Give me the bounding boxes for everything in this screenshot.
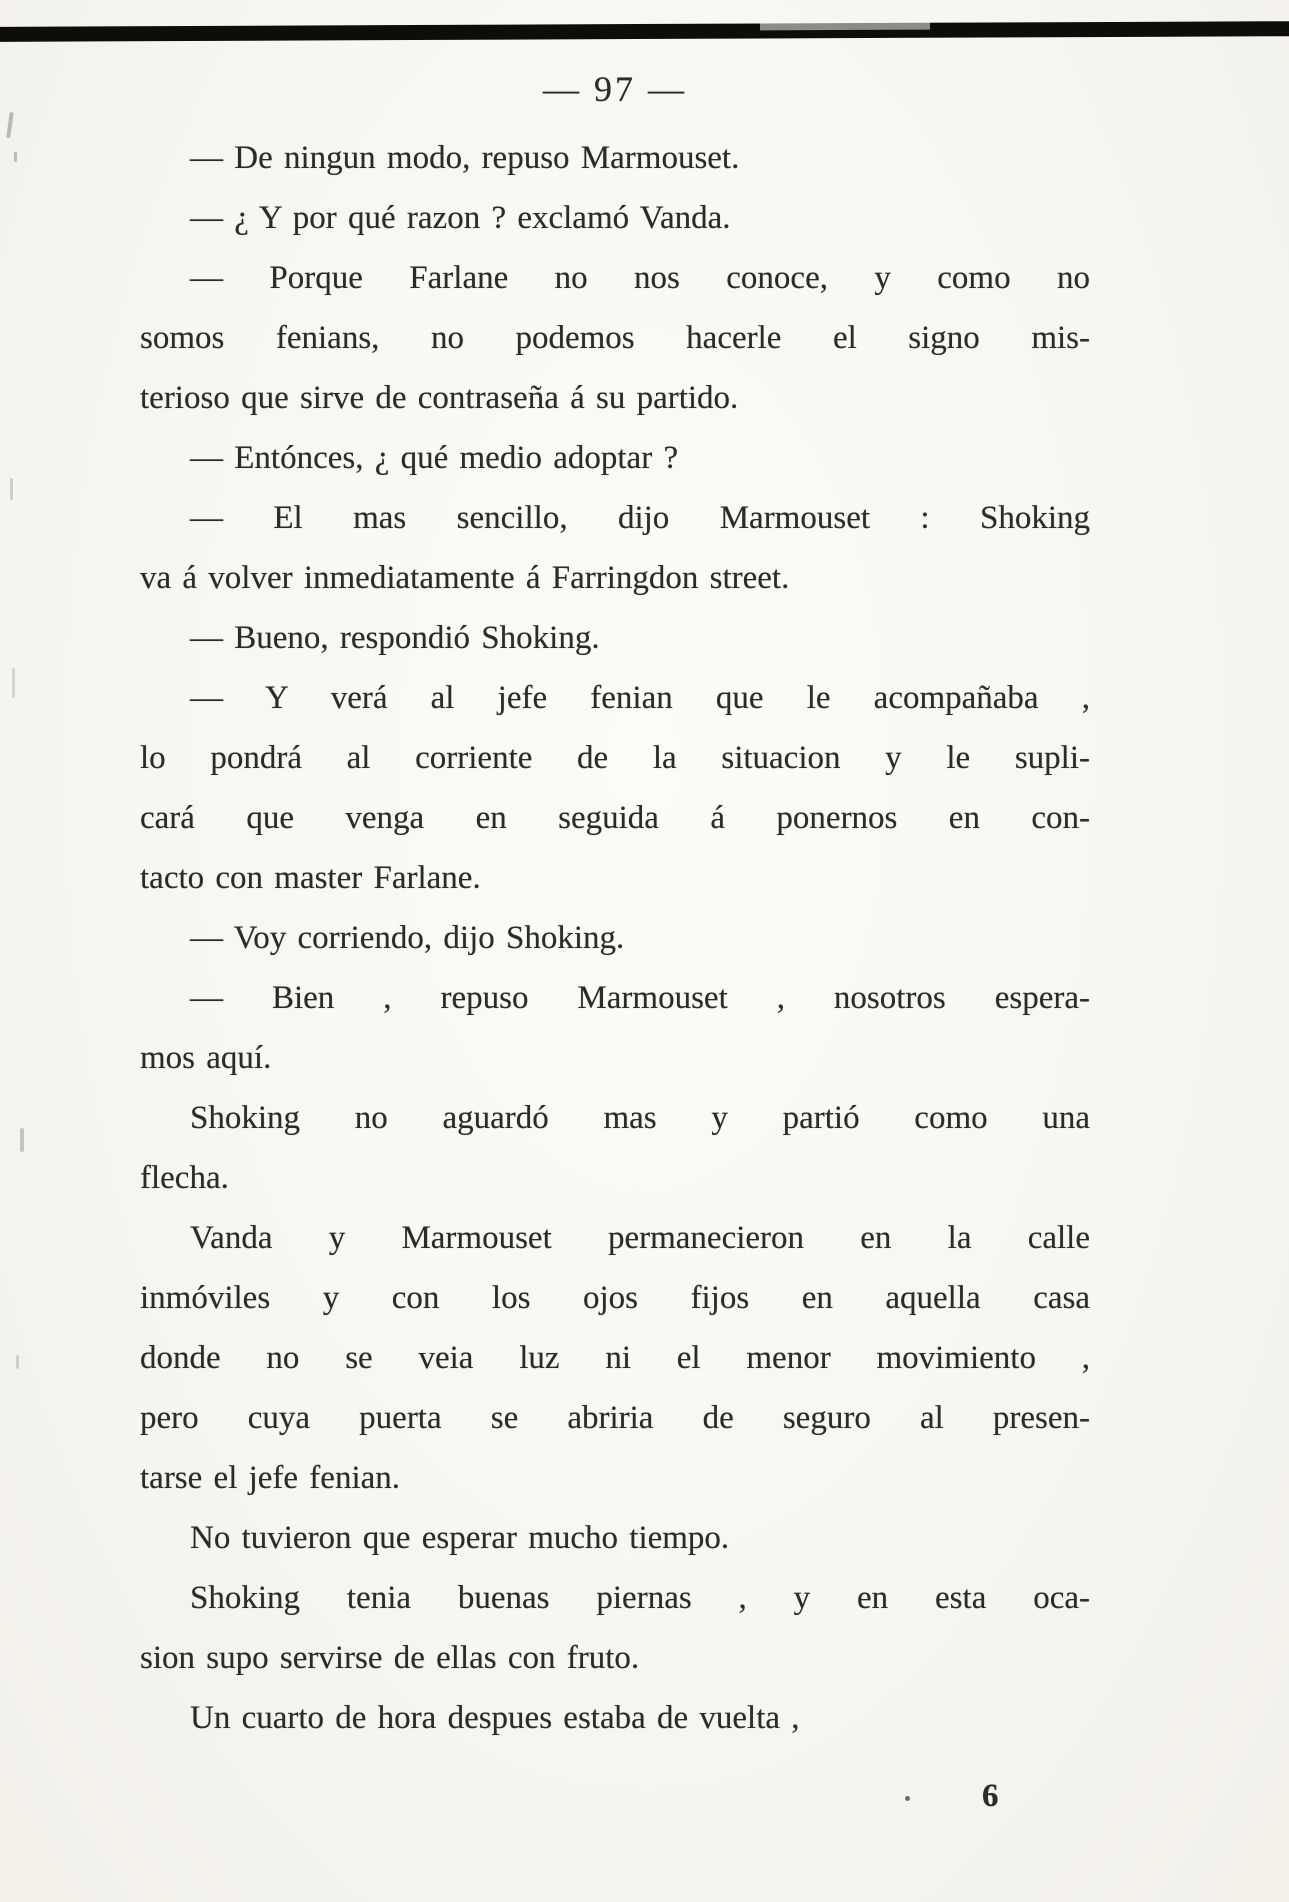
text-line: va á volver inmediatamente á Farringdon street. (140, 560, 790, 596)
paragraph (140, 1688, 1090, 1748)
top-ink-rule-gap (760, 20, 930, 31)
text-line: inmóviles y con los ojos fijos en aquella casa (140, 1280, 1090, 1316)
text-line: Shoking tenia buenas piernas , y en esta oca- (190, 1580, 1090, 1616)
paragraph (140, 428, 1090, 488)
paragraph (140, 668, 1090, 908)
scan-artifact (12, 668, 15, 698)
scan-artifact (10, 478, 13, 500)
text-line: No tuvieron que esperar mucho tiempo. (190, 1520, 730, 1556)
text-line: tarse el jefe fenian. (140, 1460, 401, 1496)
scan-artifact (6, 112, 14, 138)
text-line: flecha. (140, 1160, 229, 1196)
scan-speck (905, 1796, 910, 1801)
text-line: — Bueno, respondió Shoking. (190, 620, 600, 656)
text-line: lo pondrá al corriente de la situacion y le supli- (140, 740, 1090, 776)
paragraph (140, 1568, 1090, 1688)
body-text (140, 128, 1090, 1748)
paragraph (140, 608, 1090, 668)
text-line: — De ningun modo, repuso Marmouset. (190, 140, 740, 176)
paragraph (140, 128, 1090, 188)
text-line: — Voy corriendo, dijo Shoking. (190, 920, 625, 956)
scan-artifact (16, 1355, 19, 1369)
text-line: pero cuya puerta se abriria de seguro al presen- (140, 1400, 1090, 1436)
top-ink-rule (0, 21, 1289, 42)
paragraph (140, 908, 1090, 968)
text-line: donde no se veia luz ni el menor movimiento , (140, 1340, 1090, 1376)
page-number-header: — 97 — (543, 69, 687, 109)
text-line: terioso que sirve de contraseña á su partido. (140, 380, 739, 416)
text-line: — El mas sencillo, dijo Marmouset : Shoking (190, 500, 1090, 536)
scan-artifact (14, 152, 17, 162)
text-line: somos fenians, no podemos hacerle el signo mis- (140, 320, 1090, 356)
text-line: Un cuarto de hora despues estaba de vuelta , (190, 1700, 800, 1736)
text-line: tacto con master Farlane. (140, 860, 481, 896)
paragraph (140, 248, 1090, 428)
paragraph (140, 1508, 1090, 1568)
signature-number: 6 (982, 1778, 999, 1814)
text-line: mos aquí. (140, 1040, 272, 1076)
text-line: — Bien , repuso Marmouset , nosotros espera- (190, 980, 1090, 1016)
paragraph (140, 188, 1090, 248)
text-line: — Entónces, ¿ qué medio adoptar ? (190, 440, 679, 476)
text-line: Shoking no aguardó mas y partió como una (190, 1100, 1090, 1136)
paragraph (140, 968, 1090, 1088)
text-line: Vanda y Marmouset permanecieron en la calle (190, 1220, 1090, 1256)
text-line: — Porque Farlane no nos conoce, y como no (190, 260, 1090, 296)
text-line: — ¿ Y por qué razon ? exclamó Vanda. (190, 200, 731, 236)
text-line: — Y verá al jefe fenian que le acompañaba , (190, 680, 1090, 716)
text-line: cará que venga en seguida á ponernos en con- (140, 800, 1090, 836)
scan-artifact (20, 1128, 24, 1152)
paragraph (140, 1208, 1090, 1508)
text-line: sion supo servirse de ellas con fruto. (140, 1640, 640, 1676)
paragraph (140, 1088, 1090, 1208)
paragraph (140, 488, 1090, 608)
